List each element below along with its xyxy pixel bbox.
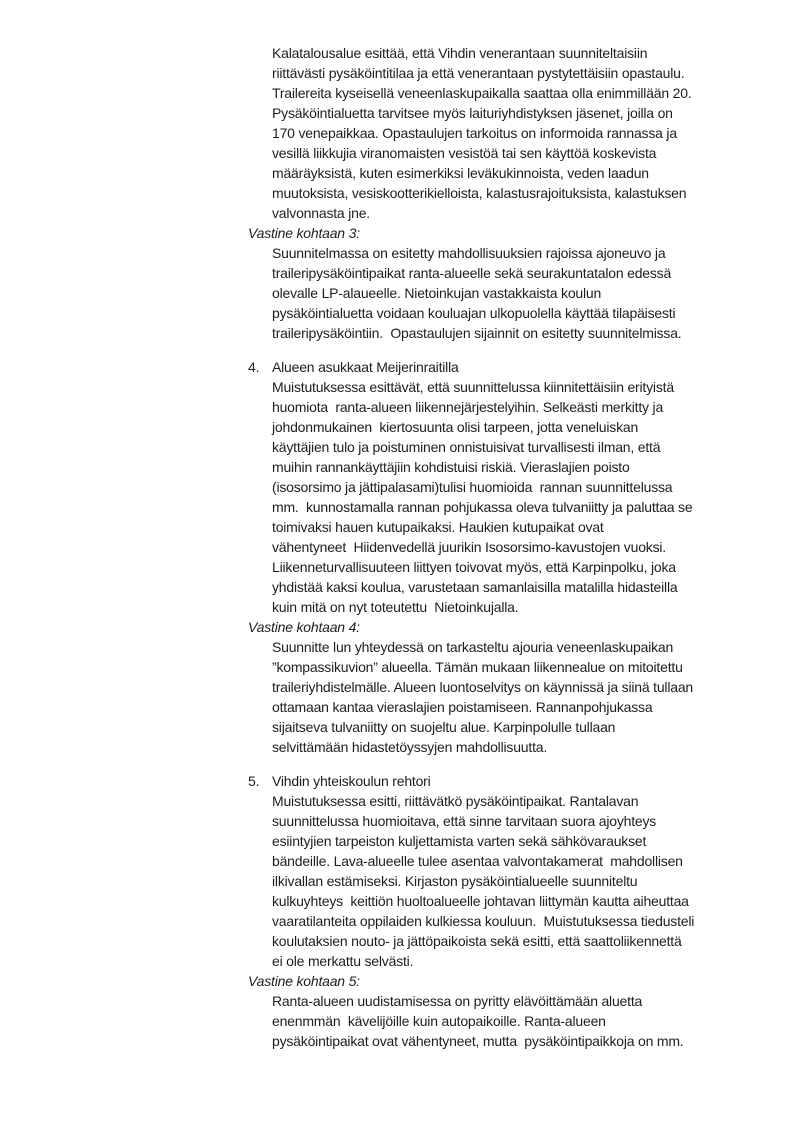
paragraph-line: pysäköintipaikat ovat vähentyneet, mutta pysäköintipaikkoja on mm. [272,1033,684,1049]
paragraph-line: Muistutuksessa esitti, riittävätkö pysäköintipaikat. Rantalavan [272,793,639,809]
paragraph-line: Suunnitelmassa on esitetty mahdollisuuksien rajoissa ajoneuvo ja [272,245,666,261]
numbered-item [248,771,778,791]
paragraph-line: olevalle LP-alaueelle. Nietoinkujan vastakkaista koulun [272,285,602,301]
paragraph-line: koulutaksien nouto- ja jättöpaikoista sekä esitti, että saattoliikennettä [272,933,682,949]
paragraph-line: vesillä liikkujia viranomaisten vesistöä tai sen käyttöä koskevista [272,145,657,161]
paragraph-line: 170 venepaikkaa. Opastaulujen tarkoitus on informoida rannassa ja [272,125,677,141]
paragraph-line: Suunnitte lun yhteydessä on tarkasteltu ajouria veneenlaskupaikan [272,639,674,655]
section-gap [248,343,778,357]
paragraph-line: mm. kunnostamalla rannan pohjukassa oleva tulvaniitty ja paluttaa se [272,499,693,515]
paragraph-line: Liikenneturvallisuuteen liittyen toivovat myös, että Karpinpolku, joka [272,559,676,575]
paragraph-line: pysäköintialuetta voidaan kouluajan ulkopuolella käyttää tilapäisesti [272,305,676,321]
paragraph [248,791,778,971]
paragraph-line: kulkuyhteys keittiön huoltoalueelle johtavan liittymän kautta aiheuttaa [272,893,689,909]
paragraph-line: enenmmän kävelijöille kuin autopaikoille. Ranta-alueen [272,1013,606,1029]
paragraph-line: käyttäjien tulo ja poistuminen onnistuisivat turvallisesti ilman, että [272,439,661,455]
numbered-item [248,357,778,377]
paragraph-line: ”kompassikuvion” alueella. Tämän mukaan liikennealue on mitoitettu [272,659,683,675]
paragraph-line: toimivaksi hauen kutupaikaksi. Haukien kutupaikat ovat [272,519,604,535]
list-item-title: Vihdin yhteiskoulun rehtori [272,773,431,789]
paragraph-line: yhdistää kaksi koulua, varustetaan samanlaisilla matalilla hidasteilla [272,579,678,595]
paragraph [248,637,778,757]
paragraph [248,243,778,343]
paragraph-line: traileriyhdistelmälle. Alueen luontoselvitys on käynnissä ja siinä tullaan [272,679,693,695]
list-number: 4. [248,359,260,375]
paragraph-line: vähentyneet Hiidenvedellä juurikin Isosorsimo-kavustojen vuoksi. [272,539,666,555]
section-gap [248,757,778,771]
vastine-heading: Vastine kohtaan 3: [248,225,360,241]
paragraph-line: valvonnasta jne. [272,205,370,221]
paragraph-line: määräyksistä, kuten esimerkiksi leväkukinnoista, veden laadun [272,165,649,181]
paragraph-line: huomiota ranta-alueen liikennejärjestelyihin. Selkeästi merkitty ja [272,399,664,415]
paragraph-line: bändeille. Lava-alueelle tulee asentaa valvontakamerat mahdollisen [272,853,683,869]
paragraph-line: Muistutuksessa esittävät, että suunnittelussa kiinnitettäisiin erityistä [272,379,674,395]
paragraph-line: (isosorsimo ja jättipalasami)tulisi huomioida rannan suunnittelussa [272,479,673,495]
paragraph-line: Kalatalousalue esittää, että Vihdin venerantaan suunniteltaisiin [272,45,648,61]
paragraph-line: selvittämään hidastetöyssyjen mahdollisuutta. [272,739,548,755]
paragraph-line: sijaitseva tulvaniitty on suojeltu alue. Karpinpolulle tullaan [272,719,616,735]
paragraph-line: muutoksista, vesiskootterikielloista, kalastusrajoituksista, kalastuksen [272,185,687,201]
list-item-title: Alueen asukkaat Meijerinraitilla [272,359,459,375]
paragraph-line: ilkivallan estämiseksi. Kirjaston pysäköintialueelle suunniteltu [272,873,638,889]
paragraph-line: kuin mitä on nyt toteutettu Nietoinkujalla. [272,599,519,615]
paragraph-line: traileripysäköintiin. Opastaulujen sijainnit on esitetty suunnitelmissa. [272,325,682,341]
paragraph-line: esiintyjien tarpeiston kuljettamista varten sekä sähkövaraukset [272,833,647,849]
paragraph [248,43,778,223]
paragraph-line: Pysäköintialuetta tarvitsee myös laituriyhdistyksen jäsenet, joilla on [272,105,673,121]
list-number: 5. [248,773,260,789]
paragraph-line: traileripysäköintipaikat ranta-alueelle sekä seurakuntatalon edessä [272,265,672,281]
paragraph-line: suunnittelussa huomioitava, että sinne tarvitaan suora ajoyhteys [272,813,657,829]
paragraph [248,377,778,617]
paragraph-line: Ranta-alueen uudistamisessa on pyritty elävöittämään aluetta [272,993,643,1009]
vastine-heading: Vastine kohtaan 4: [248,619,360,635]
paragraph-line: ei ole merkattu selvästi. [272,953,414,969]
vastine-heading: Vastine kohtaan 5: [248,973,360,989]
paragraph-line: ottamaan kantaa vieraslajien poistamiseen. Rannanpohjukassa [272,699,653,715]
paragraph-line: vaaratilanteita oppilaiden kulkiessa kouluun. Muistutuksessa tiedusteli [272,913,695,929]
paragraph-line: riittävästi pysäköintitilaa ja että venerantaan pystytettäisiin opastaulu. [272,65,685,81]
document-content [248,43,778,1051]
paragraph-line: muihin rannankäyttäjiin kohdistuisi riskiä. Vieraslajien poisto [272,459,630,475]
paragraph-line: Trailereita kyseisellä veneenlaskupaikalla saattaa olla enimmillään 20. [272,85,692,101]
paragraph-line: johdonmukainen kiertosuunta olisi tarpeen, jotta veneluiskan [272,419,639,435]
paragraph [248,991,778,1051]
